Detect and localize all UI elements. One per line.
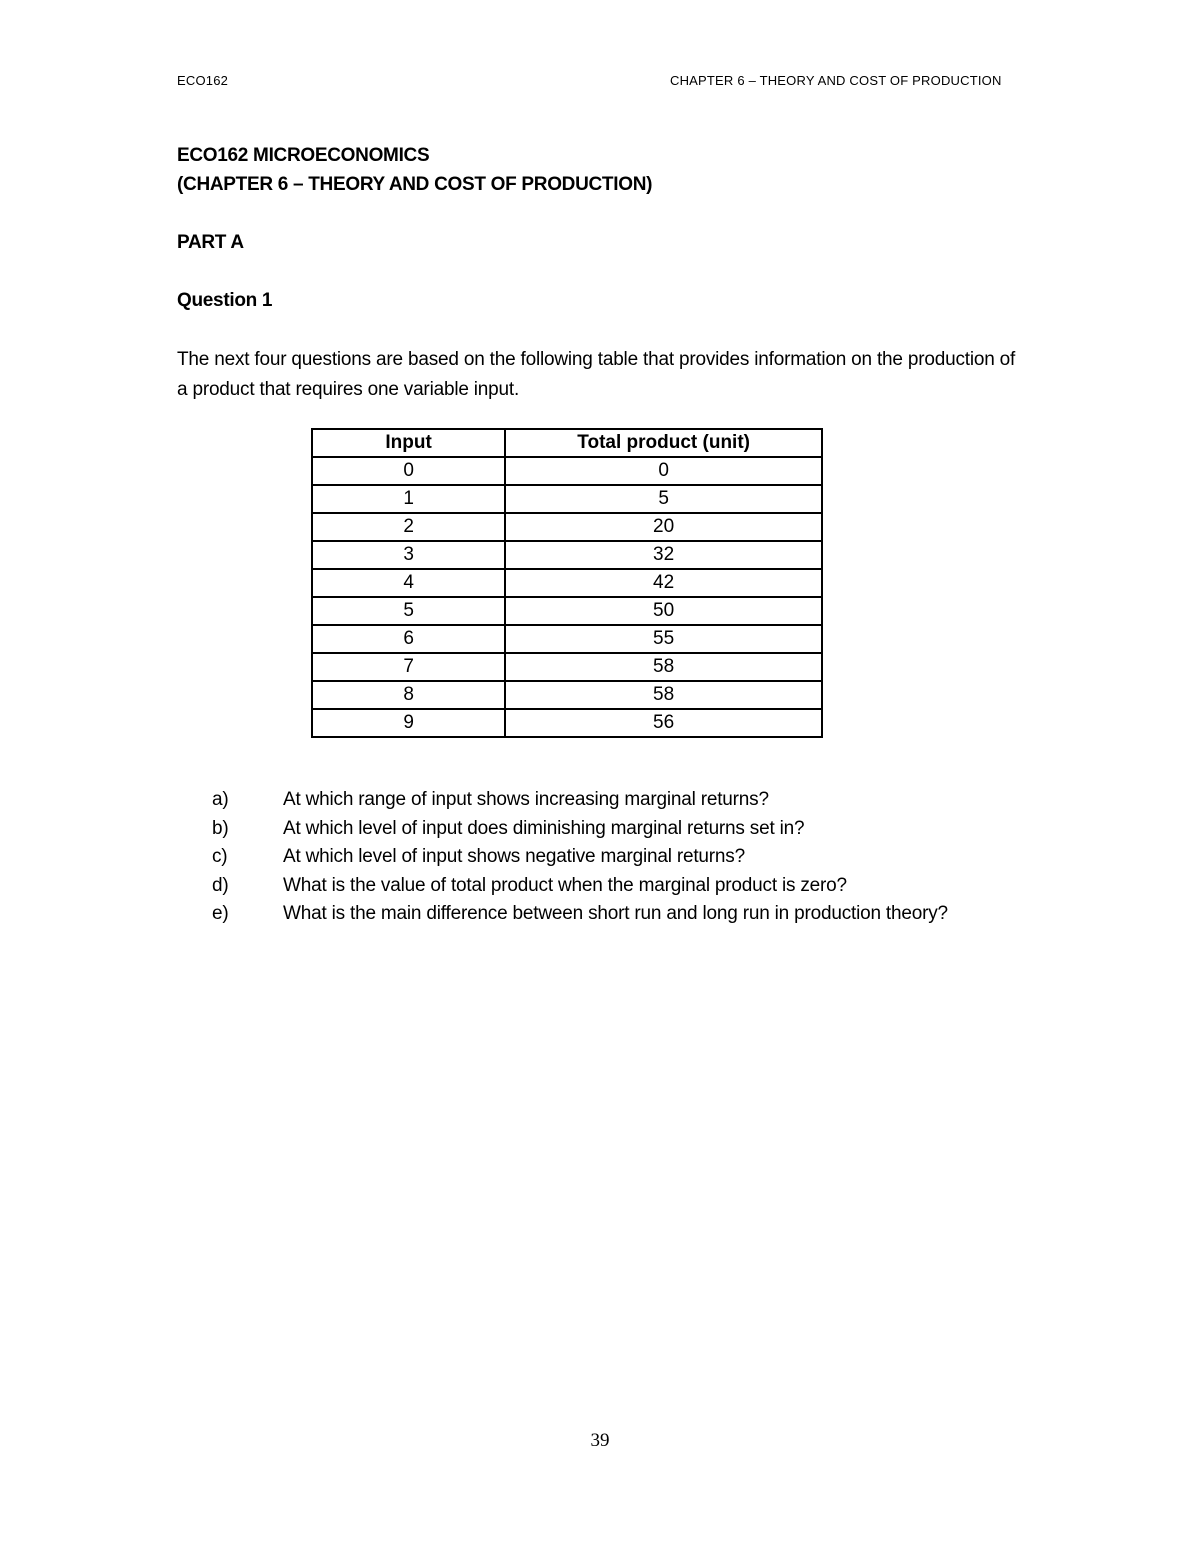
table-row (312, 485, 822, 513)
table-row (312, 513, 822, 541)
input-cell: 9 (312, 709, 505, 737)
table-row (312, 709, 822, 737)
question-heading: Question 1 (177, 290, 273, 311)
part-heading: PART A (177, 232, 244, 253)
table-row (312, 541, 822, 569)
question-text: At which level of input shows negative marginal returns? (283, 846, 745, 867)
total-product-cell: 0 (505, 457, 822, 485)
input-cell: 5 (312, 597, 505, 625)
total-product-cell: 56 (505, 709, 822, 737)
column-header-total-product: Total product (unit) (505, 429, 822, 457)
question-text: At which range of input shows increasing marginal returns? (283, 789, 769, 810)
question-list (177, 786, 1027, 929)
table-row (312, 625, 822, 653)
question-letter: c) (212, 846, 228, 867)
question-letter: e) (212, 903, 229, 924)
production-table (311, 428, 823, 738)
question-text: At which level of input does diminishing marginal returns set in? (283, 817, 805, 839)
total-product-cell: 50 (505, 597, 822, 625)
page-number: 39 (590, 1430, 610, 1451)
question-text: What is the main difference between short run and long run in production theory? (283, 903, 948, 924)
document-title: ECO162 MICROECONOMICS (177, 145, 430, 166)
list-item (177, 900, 1027, 929)
total-product-cell: 55 (505, 625, 822, 653)
input-cell: 4 (312, 569, 505, 597)
question-letter: a) (212, 789, 229, 810)
list-item (177, 872, 1027, 901)
question-intro: The next four questions are based on the following table that provides information on the production of a product that requires one variable input. (177, 349, 1016, 400)
total-product-cell: 20 (505, 513, 822, 541)
table-row (312, 457, 822, 485)
input-cell: 1 (312, 485, 505, 513)
input-cell: 6 (312, 625, 505, 653)
table-row (312, 681, 822, 709)
header-course-code: ECO162 (177, 73, 229, 88)
total-product-cell: 32 (505, 541, 822, 569)
input-cell: 0 (312, 457, 505, 485)
table-row (312, 597, 822, 625)
table-header-row (312, 429, 822, 457)
total-product-cell: 58 (505, 653, 822, 681)
document-subtitle: (CHAPTER 6 – THEORY AND COST OF PRODUCTION) (177, 174, 653, 195)
input-cell: 7 (312, 653, 505, 681)
question-letter: b) (212, 817, 229, 839)
total-product-cell: 42 (505, 569, 822, 597)
input-cell: 3 (312, 541, 505, 569)
table-row (312, 569, 822, 597)
column-header-input: Input (312, 429, 505, 457)
total-product-cell: 58 (505, 681, 822, 709)
list-item (177, 786, 1027, 815)
list-item (177, 815, 1027, 844)
total-product-cell: 5 (505, 485, 822, 513)
question-letter: d) (212, 874, 229, 896)
question-text: What is the value of total product when the marginal product is zero? (283, 874, 847, 896)
list-item (177, 843, 1027, 872)
input-cell: 8 (312, 681, 505, 709)
header-chapter-title: CHAPTER 6 – THEORY AND COST OF PRODUCTION (670, 73, 1002, 88)
table-row (312, 653, 822, 681)
input-cell: 2 (312, 513, 505, 541)
